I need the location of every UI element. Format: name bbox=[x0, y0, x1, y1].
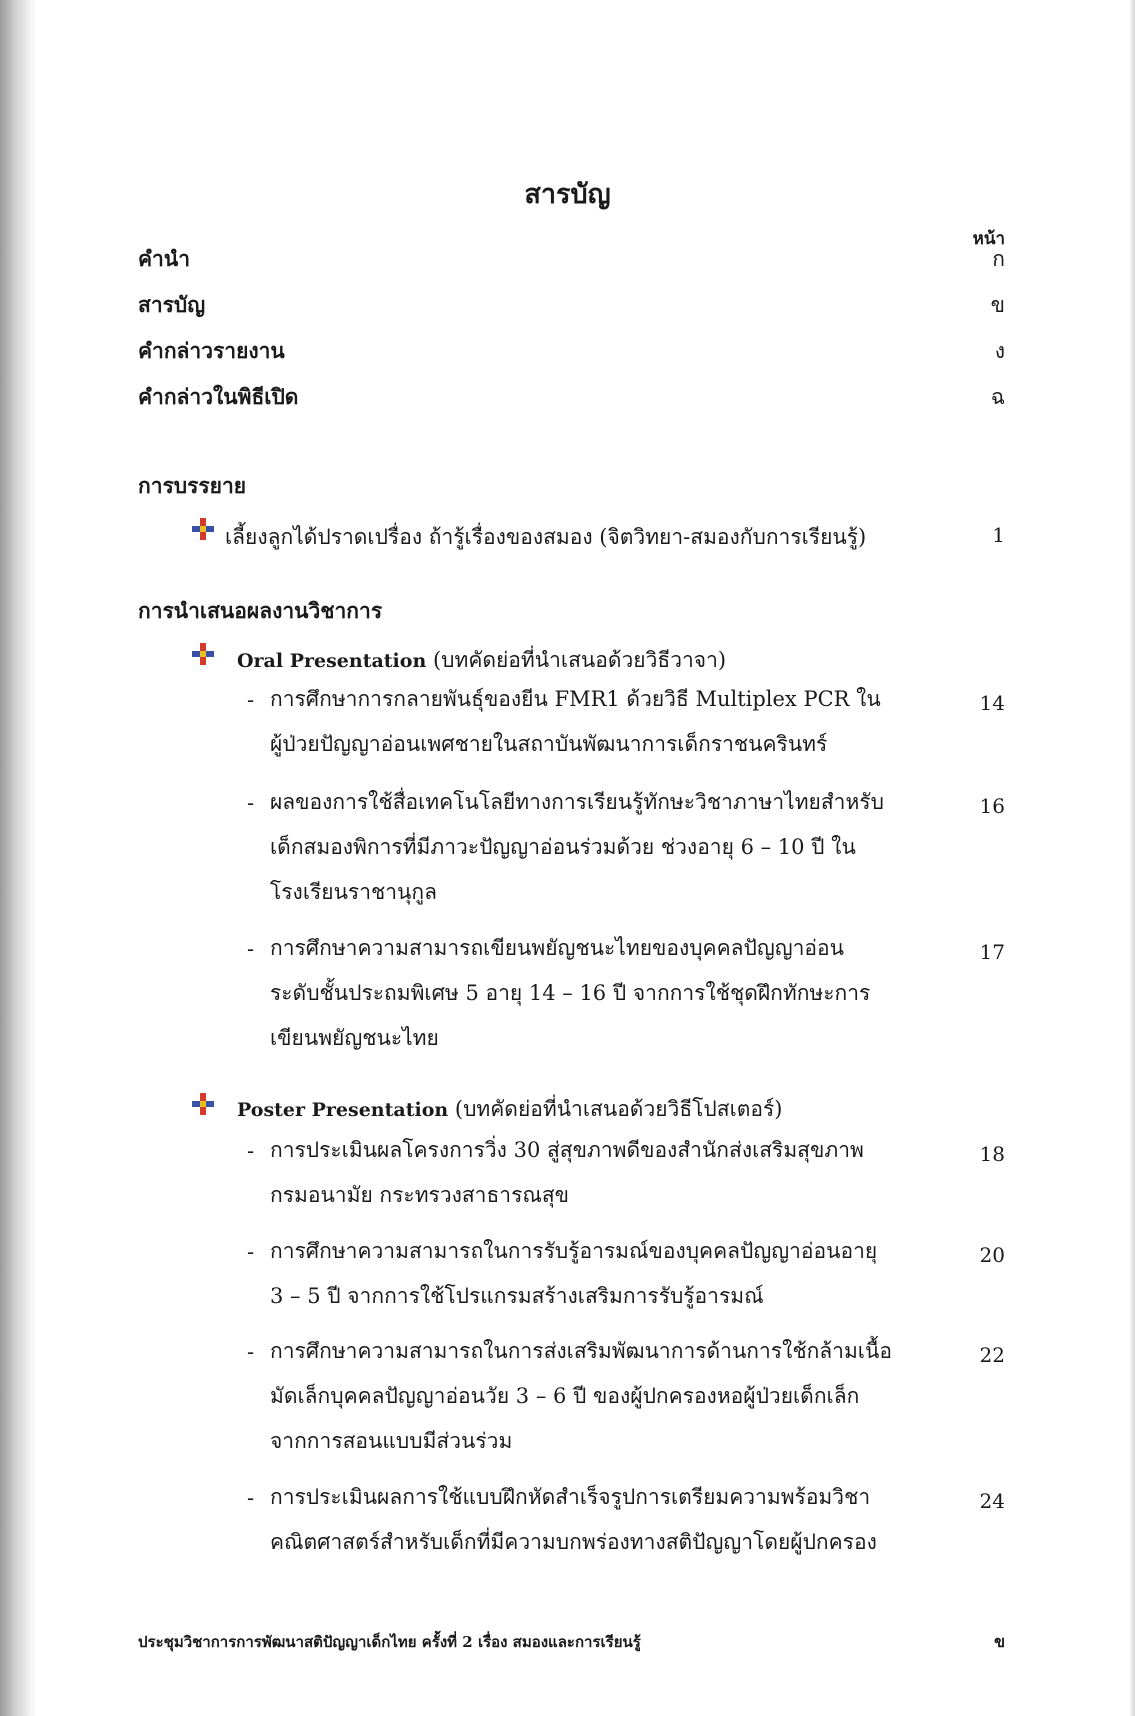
toc-entry-page: 17 bbox=[979, 940, 1005, 964]
page-footer: ประชุมวิชาการการพัฒนาสติปัญญาเด็กไทย ครั้งที่ 2 เรื่อง สมองและการเรียนรู้ bbox=[138, 1633, 641, 1651]
toc-entry-report-speech[interactable] bbox=[138, 335, 1005, 369]
toc-entry-page: 14 bbox=[979, 691, 1005, 715]
subsection-title-en: Poster Presentation bbox=[237, 1099, 449, 1121]
toc-entry-opening-speech[interactable] bbox=[138, 381, 1005, 415]
toc-entry-oral-2[interactable] bbox=[270, 780, 910, 915]
toc-entry-page: ข bbox=[990, 293, 1005, 317]
toc-entry-poster-4[interactable] bbox=[270, 1475, 910, 1565]
section-heading-lecture: การบรรยาย bbox=[138, 473, 247, 498]
toc-entry-page: 1 bbox=[992, 523, 1005, 547]
toc-entry-line: ผลของการใช้สื่อเทคโนโลยีทางการเรียนรู้ทักษะวิชาภาษาไทยสำหรับ bbox=[270, 790, 884, 814]
toc-entry-line: เด็กสมองพิการที่มีภาวะปัญญาอ่อนร่วมด้วย ช่วงอายุ 6 – 10 ปี ใน bbox=[270, 835, 856, 859]
toc-entry-label: คำกล่าวในพิธีเปิด bbox=[138, 384, 299, 409]
toc-entry-label: สารบัญ bbox=[138, 292, 206, 317]
dash-bullet: - bbox=[247, 1240, 255, 1264]
toc-entry-poster-2[interactable] bbox=[270, 1229, 910, 1319]
toc-entry-page: 22 bbox=[979, 1343, 1005, 1367]
page-number: ข bbox=[994, 1632, 1005, 1651]
toc-entry-line: ระดับชั้นประถมพิเศษ 5 อายุ 14 – 16 ปี จากการใช้ชุดฝึกทักษะการ bbox=[270, 981, 871, 1005]
dash-bullet: - bbox=[247, 1139, 255, 1163]
dash-bullet: - bbox=[247, 688, 255, 712]
subsection-title-th: (บทคัดย่อที่นำเสนอด้วยวิธีวาจา) bbox=[432, 648, 727, 672]
subsection-title-en: Oral Presentation bbox=[237, 650, 427, 672]
page-column-heading: หน้า bbox=[972, 229, 1005, 249]
toc-entry-poster-3[interactable] bbox=[270, 1329, 910, 1464]
toc-entry-line: กรมอนามัย กระทรวงสาธารณสุข bbox=[270, 1183, 570, 1207]
toc-entry-page: 18 bbox=[979, 1142, 1005, 1166]
toc-entry-line: การศึกษาการกลายพันธุ์ของยีน FMR1 ด้วยวิธี Multiplex PCR ใน bbox=[270, 687, 881, 711]
toc-entry-page: ก bbox=[992, 247, 1005, 271]
toc-entry-line: โรงเรียนราชานุกูล bbox=[270, 880, 437, 904]
toc-entry-label: คำกล่าวรายงาน bbox=[138, 338, 285, 363]
section-heading-presentation: การนำเสนอผลงานวิชาการ bbox=[138, 598, 383, 623]
dash-bullet: - bbox=[247, 791, 255, 815]
toc-entry-page: 16 bbox=[979, 794, 1005, 818]
toc-entry-line: การประเมินผลการใช้แบบฝึกหัดสำเร็จรูปการเตรียมความพร้อมวิชา bbox=[270, 1485, 871, 1509]
toc-entry-line: 3 – 5 ปี จากการใช้โปรแกรมสร้างเสริมการรับรู้อารมณ์ bbox=[270, 1284, 764, 1308]
page-title: สารบัญ bbox=[524, 179, 611, 210]
toc-entry-line: การศึกษาความสามารถเขียนพยัญชนะไทยของบุคคลปัญญาอ่อน bbox=[270, 936, 845, 960]
toc-entry-line: การประเมินผลโครงการวิ่ง 30 สู่สุขภาพดีของสำนักส่งเสริมสุขภาพ bbox=[270, 1138, 864, 1162]
toc-entry-lecture[interactable]: เลี้ยงลูกได้ปราดเปรื่อง ถ้ารู้เรื่องของสมอง (จิตวิทยา-สมองกับการเรียนรู้) bbox=[225, 525, 867, 549]
page-binding-shadow bbox=[0, 0, 38, 1716]
toc-entry-poster-1[interactable] bbox=[270, 1128, 910, 1218]
subsection-heading-oral bbox=[237, 644, 726, 677]
page-edge-shadow bbox=[1129, 0, 1135, 1716]
toc-entry-page: ง bbox=[994, 339, 1005, 363]
toc-entry-line: ผู้ป่วยปัญญาอ่อนเพศชายในสถาบันพัฒนาการเด็กราชนครินทร์ bbox=[270, 732, 828, 756]
toc-entry-line: คณิตศาสตร์สำหรับเด็กที่มีความบกพร่องทางสติปัญญาโดยผู้ปกครอง bbox=[270, 1530, 877, 1554]
toc-entry-line: การศึกษาความสามารถในการรับรู้อารมณ์ของบุคคลปัญญาอ่อนอายุ bbox=[270, 1239, 878, 1263]
dash-bullet: - bbox=[247, 1486, 255, 1510]
toc-entry-line: เขียนพยัญชนะไทย bbox=[270, 1026, 439, 1050]
toc-entry-oral-3[interactable] bbox=[270, 926, 910, 1061]
toc-entry-contents[interactable] bbox=[138, 289, 1005, 323]
toc-entry-label: คำนำ bbox=[138, 246, 190, 271]
toc-entry-page: 24 bbox=[979, 1489, 1005, 1513]
dash-bullet: - bbox=[247, 937, 255, 961]
subsection-title-th: (บทคัดย่อที่นำเสนอด้วยวิธีโปสเตอร์) bbox=[454, 1097, 783, 1121]
toc-entry-line: จากการสอนแบบมีส่วนร่วม bbox=[270, 1429, 513, 1453]
toc-entry-page: ฉ bbox=[990, 385, 1005, 409]
toc-entry-oral-1[interactable] bbox=[270, 677, 910, 767]
toc-entry-line: การศึกษาความสามารถในการส่งเสริมพัฒนาการด้านการใช้กล้ามเนื้อ bbox=[270, 1339, 892, 1363]
plus-bullet-icon bbox=[192, 643, 214, 665]
plus-bullet-icon bbox=[192, 518, 214, 540]
toc-entry-preface[interactable] bbox=[138, 243, 1005, 277]
dash-bullet: - bbox=[247, 1340, 255, 1364]
subsection-heading-poster bbox=[237, 1093, 782, 1126]
plus-bullet-icon bbox=[192, 1093, 214, 1115]
toc-entry-page: 20 bbox=[979, 1243, 1005, 1267]
toc-entry-line: มัดเล็กบุคคลปัญญาอ่อนวัย 3 – 6 ปี ของผู้ปกครองหอผู้ป่วยเด็กเล็ก bbox=[270, 1384, 860, 1408]
